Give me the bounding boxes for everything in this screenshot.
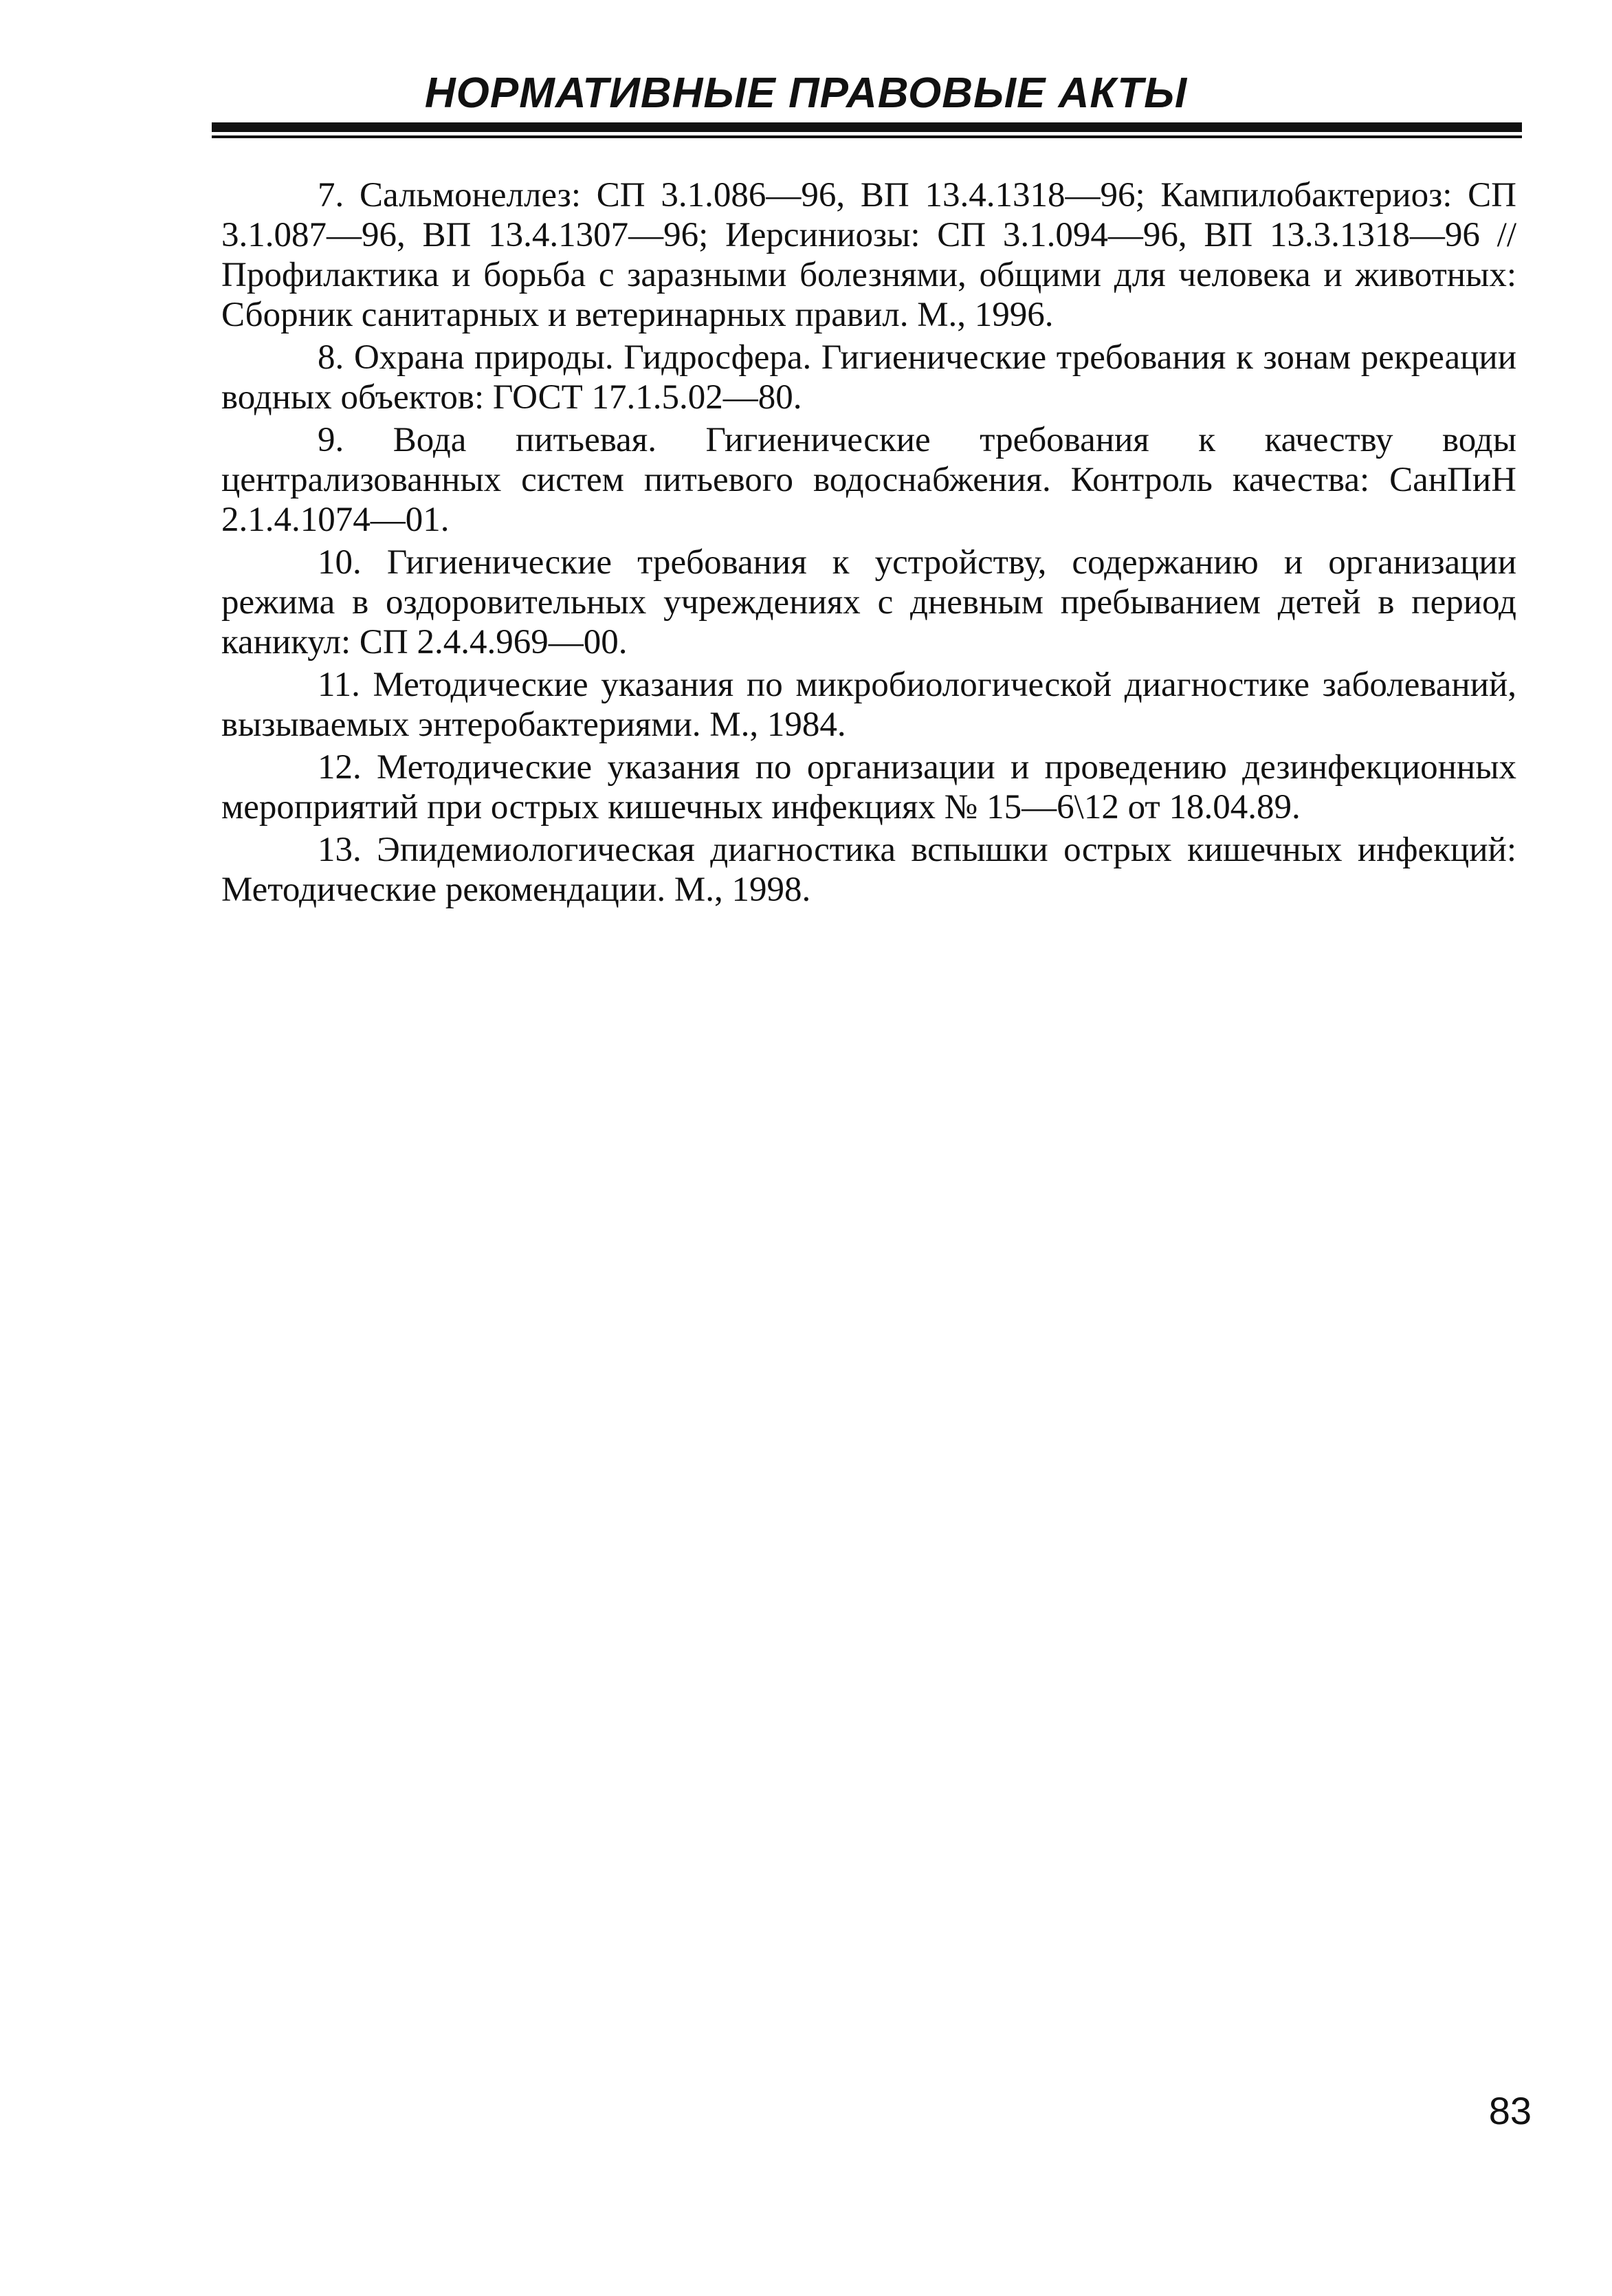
- header-rule-thin: [212, 135, 1522, 138]
- reference-item-10: 10. Гигиенические требования к устройству, содержанию и организации режима в оздоровительных учреждениях с дневным пребыванием детей в период каникул: СП 2.4.4.969—00.: [221, 543, 1516, 662]
- reference-item-8: 8. Охрана природы. Гидросфера. Гигиенические требования к зонам рекреации водных объектов: ГОСТ 17.1.5.02—80.: [221, 338, 1516, 417]
- reference-item-13: 13. Эпидемиологическая диагностика вспышки острых кишечных инфекций: Методические рекомендации. М., 1998.: [221, 831, 1516, 909]
- page-number: 83: [1488, 2089, 1532, 2132]
- header-rule-thick: [212, 122, 1522, 132]
- reference-item-7: 7. Сальмонеллез: СП 3.1.086—96, ВП 13.4.1318—96; Кампилобактериоз: СП 3.1.087—96, ВП 13.4.1307—96; Иерсиниозы: СП 3.1.094—96, ВП 13.3.1318—96 // Профилактика и борьба с заразными болезнями, общими для человека и животных: Сборник санитарных и ветеринарных правил. М., 1996.: [221, 176, 1516, 334]
- reference-list: [221, 175, 1516, 912]
- page-header-title: НОРМАТИВНЫЕ ПРАВОВЫЕ АКТЫ: [424, 69, 1188, 117]
- reference-item-11: 11. Методические указания по микробиологической диагностике заболеваний, вызываемых энтеробактериями. М., 1984.: [221, 666, 1516, 744]
- reference-item-12: 12. Методические указания по организации и проведению дезинфекционных мероприятий при острых кишечных инфекциях № 15—6\12 от 18.04.89.: [221, 748, 1516, 827]
- reference-item-9: 9. Вода питьевая. Гигиенические требования к качеству воды централизованных систем питьевого водоснабжения. Контроль качества: СанПиН 2.1.4.1074—01.: [221, 421, 1516, 539]
